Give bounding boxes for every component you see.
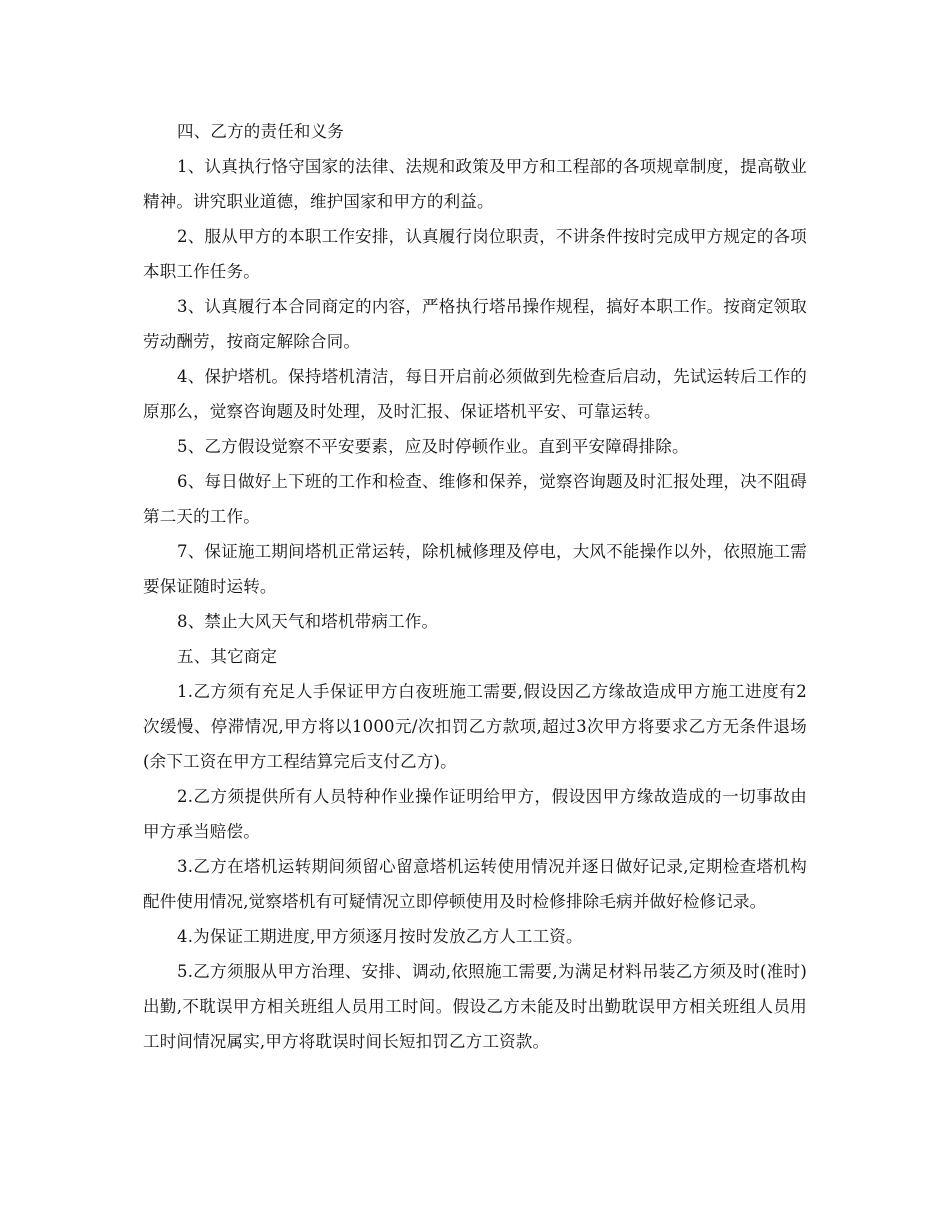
- clause-4-4: 4、保护塔机。保持塔机清洁，每日开启前必须做到先检查后启动，先试运转后工作的原那么，觉察咨询题及时处理，及时汇报、保证塔机平安、可靠运转。: [143, 367, 807, 421]
- clause-5-3: 3.乙方在塔机运转期间须留心留意塔机运转使用情况并逐日做好记录,定期检查塔机构配件使用情况,觉察塔机有可疑情况立即停顿使用及时检修排除毛病并做好检修记录。: [143, 857, 807, 911]
- clause-4-7: 7、保证施工期间塔机正常运转，除机械修理及停电，大风不能操作以外，依照施工需要保证随时运转。: [143, 542, 807, 596]
- clause-4-6: 6、每日做好上下班的工作和检查、维修和保养，觉察咨询题及时汇报处理，决不阻碍第二天的工作。: [143, 472, 807, 526]
- clause-4-8: 8、禁止大风天气和塔机带病工作。: [177, 612, 439, 631]
- clause-4-1: 1、认真执行恪守国家的法律、法规和政策及甲方和工程部的各项规章制度，提高敬业精神。讲究职业道德，维护国家和甲方的利益。: [143, 157, 807, 211]
- clause-4-3: 3、认真履行本合同商定的内容，严格执行塔吊操作规程，搞好本职工作。按商定领取劳动酬劳，按商定解除合同。: [143, 297, 807, 351]
- clause-4-2: 2、服从甲方的本职工作安排，认真履行岗位职责，不讲条件按时完成甲方规定的各项本职工作任务。: [143, 227, 807, 281]
- document-page: [143, 114, 807, 1059]
- section-heading-5: 五、其它商定: [177, 647, 278, 666]
- clause-5-1: 1.乙方须有充足人手保证甲方白夜班施工需要,假设因乙方缘故造成甲方施工进度有2次缓慢、停滞情况,甲方将以1000元/次扣罚乙方款项,超过3次甲方将要求乙方无条件退场(余下工资在甲方工程结算完后支付乙方)。: [143, 682, 807, 771]
- clause-5-4: 4.为保证工期进度,甲方须逐月按时发放乙方人工工资。: [177, 927, 583, 946]
- clause-4-5: 5、乙方假设觉察不平安要素，应及时停顿作业。直到平安障碍排除。: [177, 437, 689, 456]
- clause-5-5: 5.乙方须服从甲方治理、安排、调动,依照施工需要,为满足材料吊装乙方须及时(准时)出勤,不耽误甲方相关班组人员用工时间。假设乙方未能及时出勤耽误甲方相关班组人员用工时间情况属实,甲方将耽误时间长短扣罚乙方工资款。: [143, 962, 807, 1051]
- clause-5-2: 2.乙方须提供所有人员特种作业操作证明给甲方，假设因甲方缘故造成的一切事故由甲方承当赔偿。: [143, 787, 807, 841]
- section-heading-4: 四、乙方的责任和义务: [177, 122, 344, 141]
